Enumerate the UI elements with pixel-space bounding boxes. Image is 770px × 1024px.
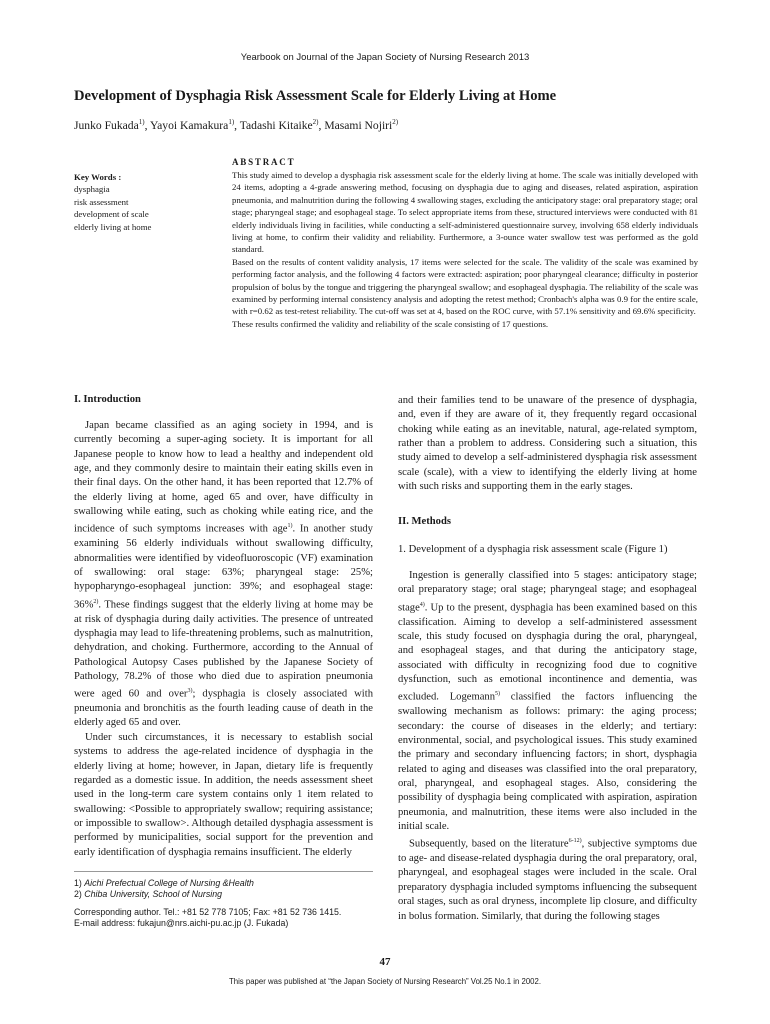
author-affiliation-mark: 1) <box>138 118 145 126</box>
author-name: Masami Nojiri <box>324 118 393 132</box>
methods-body <box>398 569 697 924</box>
author-affiliation-mark: 1) <box>228 118 235 126</box>
keywords-label: Key Words : <box>74 172 122 182</box>
abstract-heading: ABSTRACT <box>232 157 296 167</box>
abstract-paragraph: Based on the results of content validity analysis, 17 items were selected for the scale. The validity of the scale was examined by performing factor analysis, and the following 4 factors were extracted: aspiration; poor pharyngeal clearance; difficulty in posterior propulsion of bolus by the tongue and triggering the pharyngeal swallow; and esophageal dysphagia. The reliability of the scale was examined by performing internal consistency analysis and adopting the retest method; Cronbach's alpha was 0.9 for the entire scale, with r=0.62 as test-retest reliability. The cut-off was set at 4, based on the ROC curve, with 57.1% sensitivity and 69.6% specificity. <box>232 256 698 317</box>
citation-ref: 3) <box>187 688 193 695</box>
keywords-block <box>74 171 224 233</box>
abstract-paragraph: This study aimed to develop a dysphagia risk assessment scale for the elderly living at home. The scale was initially developed with 24 items, adopting a 4-grade answering method, focusing on dysphagia due to aging and diseases, related aspiration, aspiration pneumonia, and malnutrition during the following 4 swallowing stages, excluding the anticipatory stage: oral preparatory stage; oral stage; pharyngeal stage; and esophageal stage. To select appropriate items from these, structured interviews were conducted with 81 elderly individuals living in facilities, while conducting a self-administered questionnaire survey, involving 658 elderly individuals living at home, to confirm their validity and reliability. Furthermore, a 3-ounce water swallow test was performed as the gold standard. <box>232 170 698 255</box>
journal-header: Yearbook on Journal of the Japan Society of Nursing Research 2013 <box>240 52 530 63</box>
keyword-item: dysphagia <box>74 184 110 195</box>
citation-ref: 1) <box>287 523 293 530</box>
affiliation-footnote: 2) Chiba University, School of Nursing <box>74 889 222 899</box>
footnote-divider <box>74 871 373 872</box>
author-name: Yayoi Kamakura <box>149 118 229 132</box>
affiliation-footnote: 1) Aichi Prefectual College of Nursing &Health <box>74 878 254 888</box>
citation-ref: 2) <box>93 598 99 605</box>
body-paragraph: and their families tend to be unaware of the presence of dysphagia, and, even if they are aware of it, they frequently regard occasional choking while eating as an inevitable, natural, age-related symptom, rather than a problem to address. Considering such a situation, this study aimed to develop a self-administered dysphagia risk assessment scale (scale), with a view to identifying the elderly living at home with such risks and supporting them in the early stages. <box>398 395 697 493</box>
body-paragraph: Ingestion is generally classified into 5 stages: anticipatory stage; oral preparatory stage; oral stage; pharyngeal stage; and esophageal stage$^{4)}$. Up to the present, dysphagia has been examined based on this classification. Aiming to develop a self-administered assessment scale, this study focused on dysphagia during the oral, pharyngeal, and esophageal stages, and that during the anticipatory stage, associated with difficulty in recognizing food due to cognitive dysfunction, such as emotional incontinence and dementia, was excluded. Logemann$^{5)}$ classified the factors influencing the swallowing mechanism as follows: primary: the aging process; secondary: the course of diseases in the elderly; and tertiary: environmental, social, and psychological issues. This study examined the primary and secondary influencing factors; in short, dysphagia related to aging and diseases was classified into the oral preparatory, oral, pharyngeal, and esophageal stages. Also, considering the possibility of dysphagia being complicated with aspiration, aspiration pneumonia, and malnutrition, these items were also included in the initial scale. <box>398 570 697 832</box>
section-heading-introduction: I. Introduction <box>74 394 141 405</box>
section-heading-methods: II. Methods <box>398 516 451 527</box>
author-name: Junko Fukada <box>74 118 139 132</box>
keyword-item: development of scale <box>74 209 149 220</box>
body-paragraph: Japan became classified as an aging society in 1994, and is currently becoming a super-aging society. It is important for all Japanese people to know how to lead a healthy and independent old age, and they commonly desire to maintain their eating skills even in their final days. On the other hand, it has been reported that 12.7% of the elderly living at home, aged 65 and over, have difficulty in swallowing while eating, such as choking while eating rice, and the incidence of such symptoms increases with age$^{1)}$. In another study examining 56 elderly individuals without swallowing difficulty, abnormalities were identified by videofluoroscopic (VF) examination of swallowing: oral stage: 63%; pharyngeal stage: 25%; hypopharyngo-esophageal junction: 39%; and esophageal stage: 36%$^{2)}$. These findings suggest that the elderly living at home may be at risk of dysphagia during daily activities. The presence of untreated dysphagia may lead to life-threatening problems, such as malnutrition, dehydration, and choking. Furthermore, according to the Annual of Pathological Autopsy Cases published by the Japanese Society of Pathology, 78.2% of those who died due to aspiration pneumonia were aged 60 and over$^{3)}$; dysphagia is closely associated with pneumonia and bronchitis as the fourth leading cause of death in the elderly aged 65 and over. <box>74 420 373 729</box>
article-title: Development of Dysphagia Risk Assessment Scale for Elderly Living at Home <box>74 88 557 104</box>
body-paragraph: Subsequently, based on the literature$^{6-12)}$, subjective symptoms due to age- and disease-related dysphagia during the oral preparatory, oral, pharyngeal, and esophageal stages were included in the scale. Oral preparatory dysphagia included symptoms influencing the subsequent oral stages, such as oral dryness, incomplete lip closure, and difficulty in bolus formation. Similarly, that during the following stages <box>398 838 698 922</box>
citation-ref: 4) <box>419 601 425 608</box>
author-list: Junko Fukada$^{1)}$, Yayoi Kamakura$^{1)}$, Tadashi Kitaike$^{2)}$, Masami Nojiri$^{2)}$ <box>74 118 399 132</box>
publication-note: This paper was published at “the Japan Society of Nursing Research” Vol.25 No.1 in 2002. <box>228 977 542 986</box>
contact-line: Corresponding author. Tel.: +81 52 778 7105; Fax: +81 52 736 1415. <box>74 907 342 917</box>
abstract-paragraph: These results confirmed the validity and reliability of the scale consisting of 17 questions. <box>232 318 549 329</box>
page-number: 47 <box>379 956 391 968</box>
contact-line: E-mail address: fukajun@nrs.aichi-pu.ac.jp (J. Fukada) <box>74 918 289 928</box>
keyword-item: risk assessment <box>74 196 129 207</box>
author-affiliation-mark: 2) <box>392 118 399 126</box>
keyword-item: elderly living at home <box>74 221 152 232</box>
body-paragraph: Under such circumstances, it is necessary to establish social systems to address the age-related incidence of dysphagia in the elderly living at home; however, in Japan, dietary life is frequently regarded as a domestic issue. In addition, the needs assessment sheet used in the long-term care system contains only 1 item related to swallowing: <Possible to appropriately swallow; requiring assistance; or impossible to swallow>. Although detailed dysphagia assessment is performed by municipalities, social support for the prevention and early identification of dysphagia remains insufficient. The elderly <box>74 731 373 858</box>
author-name: Tadashi Kitaike <box>239 118 313 132</box>
abstract-body <box>232 169 698 330</box>
citation-ref: 6-12) <box>568 838 582 845</box>
right-column <box>398 394 697 494</box>
subsection-heading: 1. Development of a dysphagia risk assessment scale (Figure 1) <box>398 544 668 555</box>
footnotes <box>74 878 384 929</box>
author-affiliation-mark: 2) <box>312 118 319 126</box>
left-column <box>74 419 373 860</box>
citation-ref: 5) <box>495 691 500 698</box>
